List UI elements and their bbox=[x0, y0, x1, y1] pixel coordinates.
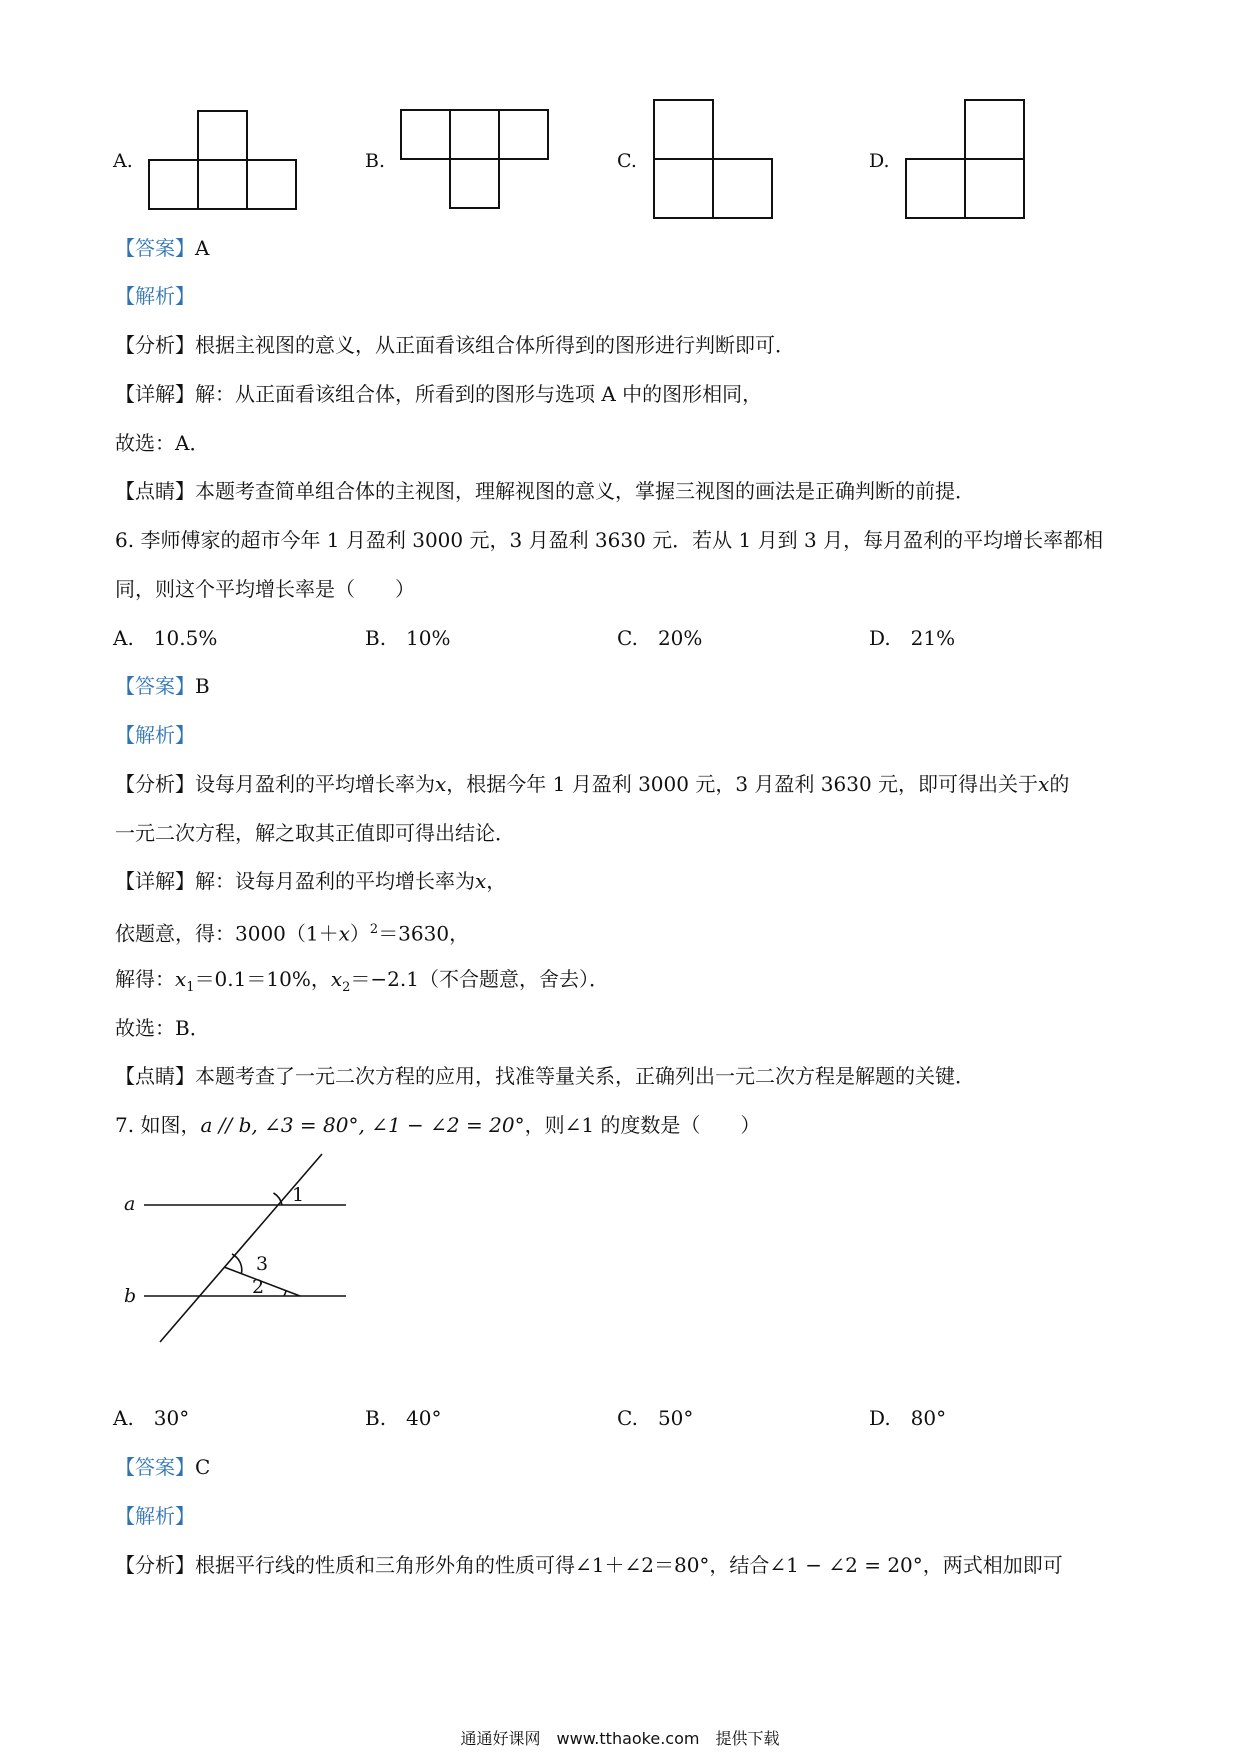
variable-x: x bbox=[475, 869, 487, 893]
q5-option-b-figure bbox=[400, 109, 552, 213]
xiangjie-text: 解：从正面看该组合体，所看到的图形与选项 A 中的图形相同， bbox=[195, 382, 763, 406]
answer-tag: 【答案】 bbox=[115, 236, 195, 260]
label-2: 2 bbox=[252, 1276, 265, 1298]
q7-answer bbox=[115, 1453, 1140, 1481]
dianjing-text: 本题考查简单组合体的主视图，理解视图的意义，掌握三视图的画法是正确判断的前提． bbox=[195, 479, 975, 503]
stem-math: a // b, ∠3 = 80°, ∠1 − ∠2 = 20° bbox=[200, 1113, 525, 1137]
q5-option-d-figure bbox=[905, 99, 1029, 221]
square bbox=[654, 159, 713, 218]
label-b: b bbox=[124, 1285, 137, 1307]
q6-fenxi-line-2: 一元二次方程，解之取其正值即可得出结论． bbox=[115, 821, 515, 845]
square bbox=[713, 159, 772, 218]
q6-answer bbox=[115, 672, 1140, 700]
q6-option-b: B. 10% bbox=[365, 626, 451, 650]
subscript: 2 bbox=[342, 980, 351, 995]
q7-fenxi bbox=[115, 1551, 1140, 1579]
q6-option-d: D. 21% bbox=[869, 626, 956, 650]
q7-option-a: A. 30° bbox=[113, 1406, 190, 1430]
square bbox=[654, 100, 713, 159]
equation-text: ） bbox=[349, 921, 370, 946]
xiangjie-tag: 【详解】 bbox=[115, 382, 195, 406]
variable-x: x bbox=[338, 921, 350, 946]
q5-option-c-figure bbox=[653, 99, 777, 221]
dianjing-tag: 【点睛】 bbox=[115, 479, 195, 503]
subscript: 1 bbox=[186, 980, 195, 995]
q6-fenxi-line-1 bbox=[115, 770, 1140, 798]
square bbox=[198, 160, 247, 209]
solution-text: ＝0.1＝10%， bbox=[194, 967, 331, 991]
solution-text: 解得： bbox=[115, 967, 175, 991]
q7-option-c: C. 50° bbox=[617, 1406, 694, 1430]
variable-x: x bbox=[330, 967, 343, 991]
q6-conclusion: 故选：B． bbox=[115, 1016, 210, 1040]
q6-analysis-heading bbox=[115, 721, 1140, 749]
square bbox=[198, 111, 247, 160]
variable-x: x bbox=[1038, 772, 1050, 796]
analysis-tag: 【解析】 bbox=[115, 1504, 195, 1528]
q6-xiangjie bbox=[115, 867, 1140, 895]
q5-option-a-label: A. bbox=[113, 150, 133, 172]
q6-solution bbox=[115, 965, 1140, 1002]
q6-option-c: C. 20% bbox=[617, 626, 703, 650]
q7-option-b: B. 40° bbox=[365, 1406, 442, 1430]
xiangjie-text: ， bbox=[486, 869, 507, 893]
q5-analysis-heading bbox=[115, 282, 1140, 310]
q6-equation bbox=[115, 916, 1140, 948]
q5-fenxi bbox=[115, 331, 1140, 359]
square bbox=[450, 159, 499, 208]
solution-text: ＝−2.1（不合题意，舍去）． bbox=[350, 967, 609, 991]
square bbox=[247, 160, 296, 209]
square bbox=[401, 110, 450, 159]
q5-option-a-figure bbox=[148, 109, 300, 213]
equation-text: ＝3630， bbox=[378, 921, 470, 946]
square bbox=[149, 160, 198, 209]
q7-stem bbox=[115, 1111, 1140, 1139]
xiangjie-text: 解：设每月盈利的平均增长率为 bbox=[195, 869, 475, 893]
fenxi-text: 根据平行线的性质和三角形外角的性质可得∠1＋∠2＝80°，结合∠1 − ∠2 = 20°，两式相加即可 bbox=[195, 1553, 1063, 1577]
label-a: a bbox=[124, 1193, 136, 1215]
q7-analysis-heading bbox=[115, 1502, 1140, 1530]
analysis-tag: 【解析】 bbox=[115, 723, 195, 747]
fenxi-tag: 【分析】 bbox=[115, 1553, 195, 1577]
answer-tag: 【答案】 bbox=[115, 674, 195, 698]
fenxi-text: 的 bbox=[1049, 772, 1070, 796]
answer-tag: 【答案】 bbox=[115, 1455, 195, 1479]
label-1: 1 bbox=[292, 1184, 305, 1206]
q5-option-c-label: C. bbox=[617, 150, 637, 172]
dianjing-text: 本题考查了一元二次方程的应用，找准等量关系，正确列出一元二次方程是解题的关键． bbox=[195, 1064, 975, 1088]
q6-option-a: A. 10.5% bbox=[113, 626, 218, 650]
angle-1-arc bbox=[274, 1193, 283, 1205]
square bbox=[450, 110, 499, 159]
q7-option-d: D. 80° bbox=[869, 1406, 947, 1430]
q6-stem-line-2: 同，则这个平均增长率是（ ） bbox=[115, 577, 415, 601]
q5-conclusion: 故选：A． bbox=[115, 431, 210, 455]
q6-dianjing bbox=[115, 1062, 1140, 1090]
q5-option-b-label: B. bbox=[365, 150, 386, 172]
fenxi-text: 设每月盈利的平均增长率为 bbox=[195, 772, 435, 796]
square bbox=[965, 159, 1024, 218]
label-3: 3 bbox=[256, 1253, 269, 1275]
q6-stem-line-1: 6. 李师傅家的超市今年 1 月盈利 3000 元，3 月盈利 3630 元．若从 1 月到 3 月，每月盈利的平均增长率都相 bbox=[115, 528, 1104, 552]
page-footer: 通通好课网 www.tthaoke.com 提供下载 bbox=[460, 1729, 780, 1748]
square bbox=[965, 100, 1024, 159]
square bbox=[499, 110, 548, 159]
stem-text: 7. 如图， bbox=[115, 1113, 201, 1137]
transversal bbox=[160, 1154, 322, 1342]
variable-x: x bbox=[435, 772, 447, 796]
q5-answer bbox=[115, 234, 1140, 262]
fenxi-text: 根据主视图的意义，从正面看该组合体所得到的图形进行判断即可． bbox=[195, 333, 795, 357]
q5-option-d-label: D. bbox=[869, 150, 890, 172]
square bbox=[906, 159, 965, 218]
answer-value: C bbox=[195, 1455, 211, 1479]
answer-value: A bbox=[195, 236, 210, 260]
fenxi-tag: 【分析】 bbox=[115, 772, 195, 796]
fenxi-tag: 【分析】 bbox=[115, 333, 195, 357]
dianjing-tag: 【点睛】 bbox=[115, 1064, 195, 1088]
q5-xiangjie bbox=[115, 380, 1140, 408]
equation-text: 依题意，得：3000（1＋ bbox=[115, 921, 339, 946]
answer-value: B bbox=[195, 674, 210, 698]
variable-x: x bbox=[175, 967, 187, 991]
angle-2-arc bbox=[284, 1291, 286, 1297]
q7-figure bbox=[118, 1148, 358, 1348]
xiangjie-tag: 【详解】 bbox=[115, 869, 195, 893]
fenxi-text: ，根据今年 1 月盈利 3000 元，3 月盈利 3630 元，即可得出关于 bbox=[446, 772, 1039, 796]
exponent: 2 bbox=[369, 922, 379, 937]
analysis-tag: 【解析】 bbox=[115, 284, 195, 308]
stem-text: ，则∠1 的度数是（ ） bbox=[524, 1113, 761, 1137]
q5-dianjing bbox=[115, 477, 1140, 505]
